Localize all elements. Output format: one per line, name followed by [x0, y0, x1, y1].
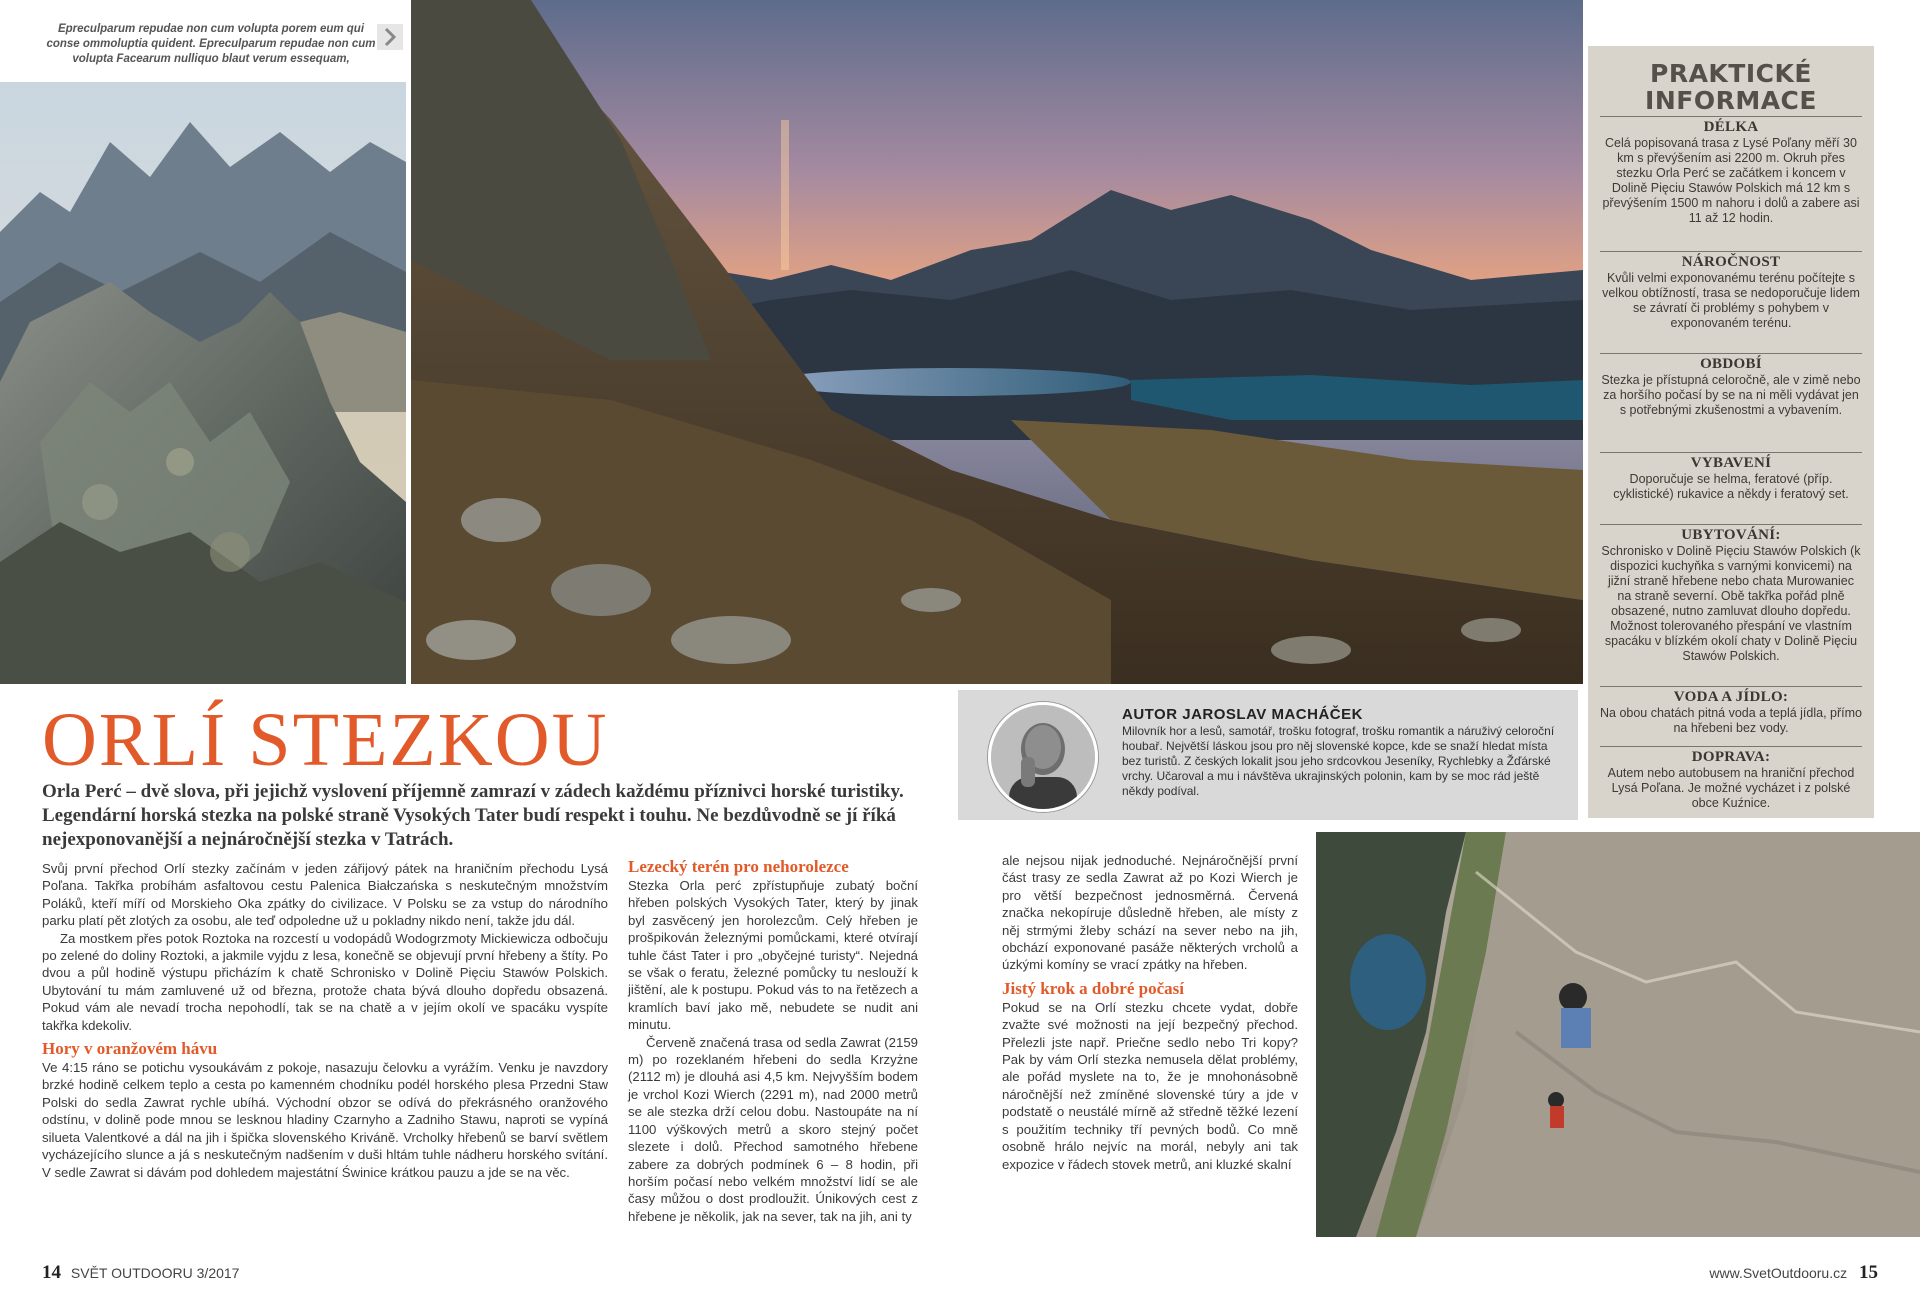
info-box-title: PRAKTICKÉ INFORMACE [1645, 59, 1817, 115]
page-number-left: 14 [42, 1262, 61, 1283]
paragraph: Stezka Orla perć zpřístupňuje zubatý boční hřeben polských Vysokých Tater, který by jinak byl zasvěcený jen horolezcům. Celý hřeben je prošpikován železnými pomůckami, které otvírají tuhle část Tater i pro „obyčejné turisty“. Nejedná se však o feratu, železné pomůcky tu neslouží k jištění, ale k postupu. Pokud vás to na řetězech a kramlích baví jako mě, nebudete se nudit ani minutu. [628, 878, 918, 1033]
footer-right [1709, 1262, 1878, 1284]
info-heading: VYBAVENÍ [1690, 455, 1772, 471]
magazine-issue: SVĚT OUTDOORU 3/2017 [70, 1265, 240, 1281]
chevron-right-icon [377, 24, 403, 50]
paragraph: Za mostkem přes potok Roztoka na rozcestí u vodopádů Wodogrzmoty Mickiewicza odbočuju po zelené do doliny Roztoki, a jakmile vyjdu z lesa, konečně se objevují první hřebeny a štíty. Po dvou a půl hodině výstupu přicházím k chatě Schronisko v Dolině Pięciu Stawów Polskich. Ubytování tu mám zamluvené už od března, protože chata bývá dlouho dopředu obsazená. Pokud vám ale nevadí trocha nepohodlí, tak se na chatě a v jejím okolí ve spacáku vyspíte takřka kdekoliv. [42, 930, 608, 1033]
info-section-vybaveni [1600, 452, 1862, 502]
info-section-voda [1600, 686, 1862, 736]
website-link[interactable]: www.SvetOutdooru.cz [1709, 1265, 1848, 1281]
info-heading: DOPRAVA: [1691, 749, 1771, 765]
info-text: Celá popisovaná trasa z Lysé Poľany měří 30 km s převýšením asi 2200 m. Okruh přes stezku Orla Perć se začátkem i koncem v Dolině Pięciu Stawów Polskich má 12 km s převýšením 1500 m nahoru i dolů a zabere asi 11 až 12 hodin. [1602, 136, 1860, 225]
info-text: Kvůli velmi exponovanému terénu počítejte s velkou obtížností, trasa se nedoporučuje lidem se závratí či problémy s pohybem v exponovaném terénu. [1602, 271, 1860, 330]
article-lede: Orla Perć – dvě slova, při jejichž vyslovení příjemně zamrazí v zádech každému příznivci horské turistiky. Legendární horská stezka na polské straně Vysokých Tater budí respekt i touhu. Ne bezdůvodně se jí říká nejexponovanější a nejnáročnější stezka v Tatrách. [42, 781, 904, 850]
photo-caption: Epreculparum repudae non cum volupta porem eum qui conse ommoluptia quident. Epreculparum repudae non cum volupta Facearum nulliquo blaut verum essequam, [46, 23, 376, 65]
article-headline: ORLÍ STEZKOU [42, 698, 609, 782]
footer-left [42, 1262, 239, 1284]
info-text: Na obou chatách pitná voda a teplá jídla, přímo na hřebeni bez vody. [1600, 706, 1862, 735]
info-text: Doporučuje se helma, feratové (příp. cyklistické) rukavice a někdy i feratový set. [1613, 472, 1849, 501]
info-box [1588, 46, 1874, 818]
info-heading: VODA A JÍDLO: [1673, 689, 1789, 705]
info-text: Autem nebo autobusem na hraniční přechod Lysá Poľana. Je možné vycházet i z polské obce Kuźnice. [1607, 766, 1855, 810]
photo-valley-sunset [411, 0, 1583, 684]
author-name: AUTOR JAROSLAV MACHÁČEK [1122, 706, 1363, 723]
info-heading: OBDOBÍ [1700, 356, 1762, 372]
photo-rocky-ridge [0, 82, 406, 684]
info-heading: UBYTOVÁNÍ: [1681, 527, 1781, 543]
paragraph: Ve 4:15 ráno se potichu vysoukávám z pokoje, nasazuju čelovku a vyrážím. Venku je navzdory brzké hodině celkem teplo a cesta po kamenném chodníku podél horského plesa Przedni Staw Polski do sedla Zawrat rychle ubíhá. Východní obzor se odívá do překrásného oranžového odstínu, v dolině pode mnou se lesknou hladiny Czarnyho a Zadniho Stawu, naproti se vypíná silueta Valentkové a dál na jih i špička slovenského Kriváně. Vrcholky hřebenů se barví světlem vycházejícího slunce a já s neskutečným nadšením v duši hltám tuhle nádheru horského svítání. V sedle Zawrat si dávám pod dohledem majestátní Świnice krátkou pauzu a jde se na věc. [42, 1060, 608, 1180]
body-column-2 [628, 856, 918, 1225]
author-box [958, 690, 1578, 820]
info-section-ubytovani [1600, 524, 1862, 664]
info-section-doprava [1600, 746, 1862, 811]
info-text: Stezka je přístupná celoročně, ale v zimě nebo za horšího počasí by se na ni měli vydávat jen s potřebnými zkušenostmi a vybavením. [1601, 373, 1861, 417]
paragraph: Pokud se na Orlí stezku chcete vydat, dobře zvažte své možnosti na její bezpečný přechod. Přelezli jste např. Priečne sedlo nebo Tri kopy? Pak by vám Orlí stezka nemusela dělat problémy, ale pořád myslete na to, že je mnohonásobně náročnější než zmíněné slovenské túry a jde v podstatě o neustálé mírně až středně těžké lezení s použitím techniky tří pevných bodů. Co mně osobně hrálo nejvíc na morál, nebyly ani tak expozice v řádech stovek metrů, ani kluzké skalní [1002, 999, 1298, 1172]
info-text: Schronisko v Dolině Pięciu Stawów Polskich (k dispozici kuchyňka s varnými konvicemi) na jižní straně hřebene nebo chata Murowaniec na straně severní. Obě takřka pořád plně obsazené, nutno zamluvat dlouho dopředu. Možnost tolerovaného přespání ve vlastním spacáku v blízkém okolí chaty v Dolině Pięciu Stawów Polskich. [1601, 544, 1861, 663]
info-section-narocnost [1600, 251, 1862, 331]
author-bio: Milovník hor a lesů, samotář, trošku fotograf, trošku romantik a náruživý celoroční houbař. Největší láskou jsou pro něj slovenské kopce, kde se snaží hledat místa bez turistů. Z českých lokalit jsou jeho srdcovkou Jeseníky, Rychlebky a Žďárské vrchy. Učaroval a mu i návštěva ukrajinských polonin, kam by se moc rád ještě někdy podíval. [1122, 724, 1555, 798]
info-section-delka [1600, 116, 1862, 226]
photo-climbers [1316, 832, 1920, 1237]
info-section-obdobi [1600, 353, 1862, 418]
body-column-1 [42, 860, 608, 1181]
info-heading: NÁROČNOST [1681, 254, 1781, 270]
info-heading: DÉLKA [1703, 119, 1759, 135]
paragraph: Svůj první přechod Orlí stezky začínám v jeden zářijový pátek na hraničním přechodu Lysá Poľana. Takřka probíhám asfaltovou cestu Palenica Białczańska s neskutečným množstvím Poláků, kteří míří od Morskieho Oka zpátky do civilizace. V Polsku se za vstup do národního parku platí pět zlotých za osobu, ale teď odpoledne už u pokladny nikdo není, takže jdu dál. [42, 861, 608, 929]
body-column-3 [1002, 852, 1298, 1173]
subheading: Jistý krok a dobré počasí [1002, 978, 1184, 998]
author-avatar [988, 702, 1098, 812]
subheading: Hory v oranžovém hávu [42, 1039, 218, 1059]
page-number-right: 15 [1859, 1262, 1878, 1283]
subheading: Lezecký terén pro nehorolezce [628, 857, 849, 876]
paragraph: ale nejsou nijak jednoduché. Nejnáročnější první část trasy ze sedla Zawrat až po Kozi Wierch je pro větší bezpečnost jednosměrná. Červená značka nekopíruje důsledně hřeben, ale místy z něj strmými žleby schází na sever nebo na jih, obchází exponované pasáže některých vrcholů a úzkými komíny se vrací zpátky na hřeben. [1002, 853, 1298, 973]
paragraph: Červeně značená trasa od sedla Zawrat (2159 m) po rozeklaném hřebeni do sedla Krzyżne (2112 m) je dlouhá asi 4,5 km. Nejvyšším bodem je vrchol Kozi Wierch (2291 m), nad 2000 metrů se ale stezka drží celou dobu. Nastoupáte na ní 1100 výškových metrů a skoro stejný počet slezete i dolů. Přechod samotného hřebene zabere za dobrých podmínek 6 – 8 hodin, při horším počasí nebo velkém množství lidí se ale časy můžou o dost prodloužit. Únikových cest z hřebene je několik, jak na sever, tak na jih, ani ty [628, 1034, 918, 1224]
